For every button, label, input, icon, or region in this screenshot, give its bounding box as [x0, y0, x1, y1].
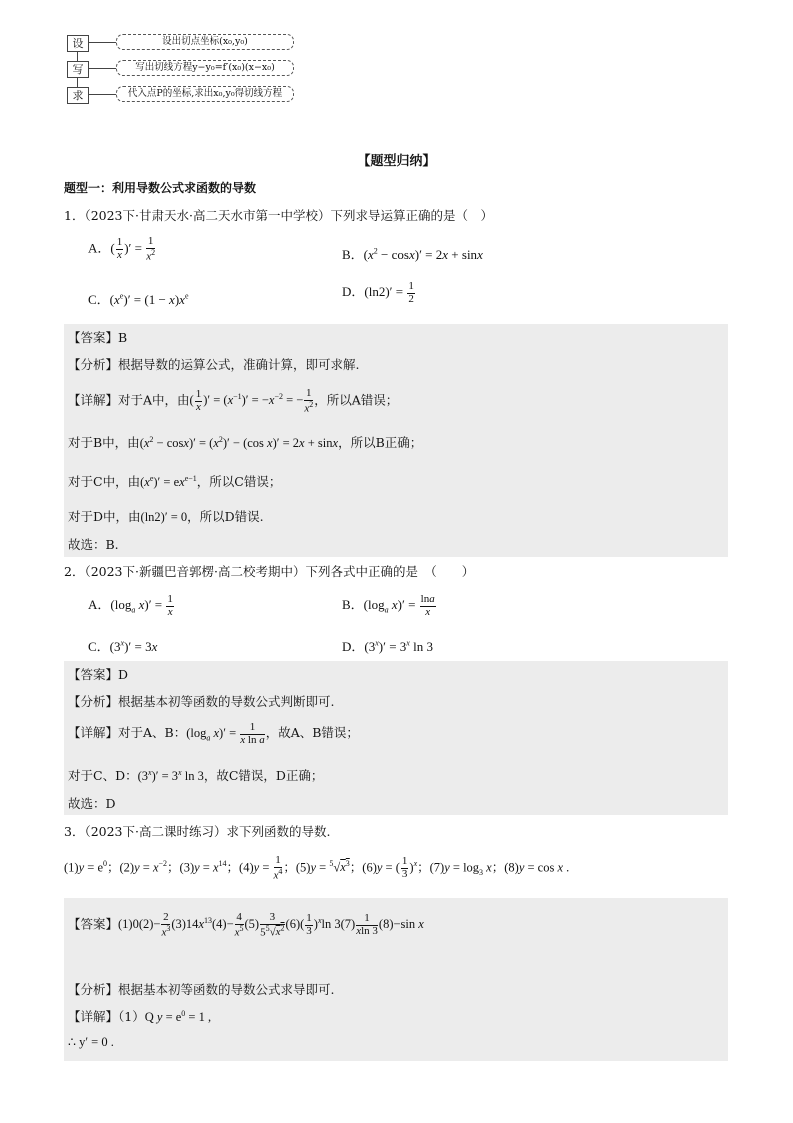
flow-step-box-2: 写: [67, 61, 89, 78]
q1-option-c: C．$(x^e)' = (1 - x)x^e$: [88, 291, 189, 307]
q1-detail-b-prefix: 对于B中，由: [68, 435, 140, 450]
q1-detail-c-prefix: 对于C中，由: [68, 474, 141, 489]
q2-detail-cd-prefix: 对于C、D：: [68, 768, 138, 783]
q2-detail-cd: 对于C、D：$(3^x)' = 3^x$ ln 3，故C错误，D正确；: [68, 767, 324, 783]
q2-detail-ab-prefix: 【详解】对于A、B：: [68, 724, 187, 740]
q3-stem: 3．（2023下·高二课时练习）求下列函数的导数.: [64, 824, 331, 839]
q1-choice: 故选：B.: [68, 537, 119, 552]
q3-answer-label: 【答案】: [68, 916, 119, 932]
q2-option-c: C．$(3^x)' = 3x$: [88, 638, 158, 654]
q1-detail-b-suffix: ，所以B正确；: [338, 435, 423, 450]
flow-step-text-3: 代入点P的坐标,求出x₀,y₀得切线方程: [116, 86, 294, 102]
q3-detail-prefix: 【详解】（1）: [68, 1009, 145, 1024]
q1-detail-a: 【详解】对于A中，由( $\frac{1}{x}$ )′ = $(x^{-1})' = -x^{-2}$ = − $\frac{1}{x^2}$ ，所以A错误；: [68, 387, 399, 415]
q1-detail-c-suffix: ，所以C错误；: [196, 474, 282, 489]
q1-detail-c: 对于C中，由$(x^e)' = ex^{e-1}$，所以C错误；: [68, 473, 282, 489]
q3-analysis: 【分析】根据基本初等函数的导数公式求导即可.: [68, 982, 335, 997]
type1-title: 题型一：利用导数公式求函数的导数: [64, 181, 257, 195]
q1-option-b: B．$(x^2 - \cos x)' = 2x + \sin x$: [342, 246, 483, 262]
flow-connector: [88, 94, 116, 95]
q1-detail-d-prefix: 对于D中，由: [68, 509, 141, 524]
flow-step-box-1: 设: [67, 35, 89, 52]
flow-connector: [88, 42, 116, 43]
q1-option-d: D．(ln2)′ = $\frac{1}{2}$: [342, 280, 414, 305]
q1-answer: 【答案】B: [68, 330, 128, 345]
q2-option-b: B．($\log_a$ x)′ = $\frac{\ln a}{x}$: [342, 593, 435, 618]
q3-functions: $(1)y = e^0$；$(2)y = x^{-2}$；$(3)y = x^{14}$；(4)y = $\frac{1}{x^4}$ ；$(5)y = ^5√x^3$；(6)y = ( $\frac{1}{3}$ )$^x$；$(7)y = \log_3 x$；(8)y = cos x .: [64, 854, 570, 882]
q1-detail-a-suffix: ，所以A错误；: [314, 392, 399, 408]
q2-answer: 【答案】D: [68, 667, 129, 682]
q2-detail-cd-suffix: ，故C错误，D正确；: [203, 768, 324, 783]
q1-detail-d-suffix: ，所以D错误.: [187, 509, 264, 524]
q2-option-a: A．($\log_a$ x)′ = $\frac{1}{x}$: [88, 593, 173, 618]
q3-detail-2: ∴ y′ = 0 .: [68, 1035, 114, 1049]
q2-option-d: D．$(3^x)' = 3^x$ ln 3: [342, 638, 433, 654]
q1-option-a: A．( $\frac{1}{x}$ )′ = $\frac{1}{x^2}$: [88, 235, 156, 263]
section-title: 【题型归纳】: [357, 154, 436, 169]
q2-stem: 2．（2023下·新疆巴音郭楞·高二校考期中）下列各式中正确的是 （ ）: [64, 564, 475, 579]
q2-detail-ab: 【详解】对于A、B：($\log_a$ x)′ = $\frac{1}{\text{x ln a}}$ ，故A、B错误；: [68, 721, 359, 746]
flow-step-text-2: 写出切线方程y−y₀=f′(x₀)(x−x₀): [116, 60, 294, 76]
flow-step-box-3: 求: [67, 87, 89, 104]
q1-detail-b: 对于B中，由$(x^2 - \cos x)' = (x^2)' - (\cos$ x)′ = 2x + sinx，所以B正确；: [68, 434, 423, 450]
q2-analysis: 【分析】根据基本初等函数的导数公式判断即可.: [68, 694, 335, 709]
q3-detail-1: 【详解】（1）Q $y = e^0 = 1$ ,: [68, 1008, 212, 1024]
q2-detail-ab-suffix: ，故A、B错误；: [265, 724, 359, 740]
q1-detail-d: 对于D中，由(ln2)′ = 0，所以D错误.: [68, 509, 264, 524]
q1-stem: 1．（2023下·甘肃天水·高二天水市第一中学校）下列求导运算正确的是（ ）: [64, 208, 493, 223]
flow-connector: [88, 68, 116, 69]
q1-detail-a-prefix: 【详解】对于A中，由: [68, 392, 190, 408]
q3-answer: 【答案】(1)0(2)− $\frac{2}{x^3}$ $(3)14x^{13}(4)-$ $\frac{4}{x^5}$ (5) $\frac{3}{5^5√x^2}$ (6)( $\frac{1}{3}$ )$^x$ln 3(7) $\frac{1}{xln 3}$ (8)−sin x: [68, 911, 424, 939]
flow-step-text-1: 设出切点坐标(x₀,y₀): [116, 34, 294, 50]
q2-choice: 故选：D: [68, 796, 116, 811]
flow-arrow-icon: [77, 52, 78, 61]
q1-analysis: 【分析】根据导数的运算公式，准确计算，即可求解.: [68, 357, 360, 372]
flow-arrow-icon: [77, 78, 78, 87]
